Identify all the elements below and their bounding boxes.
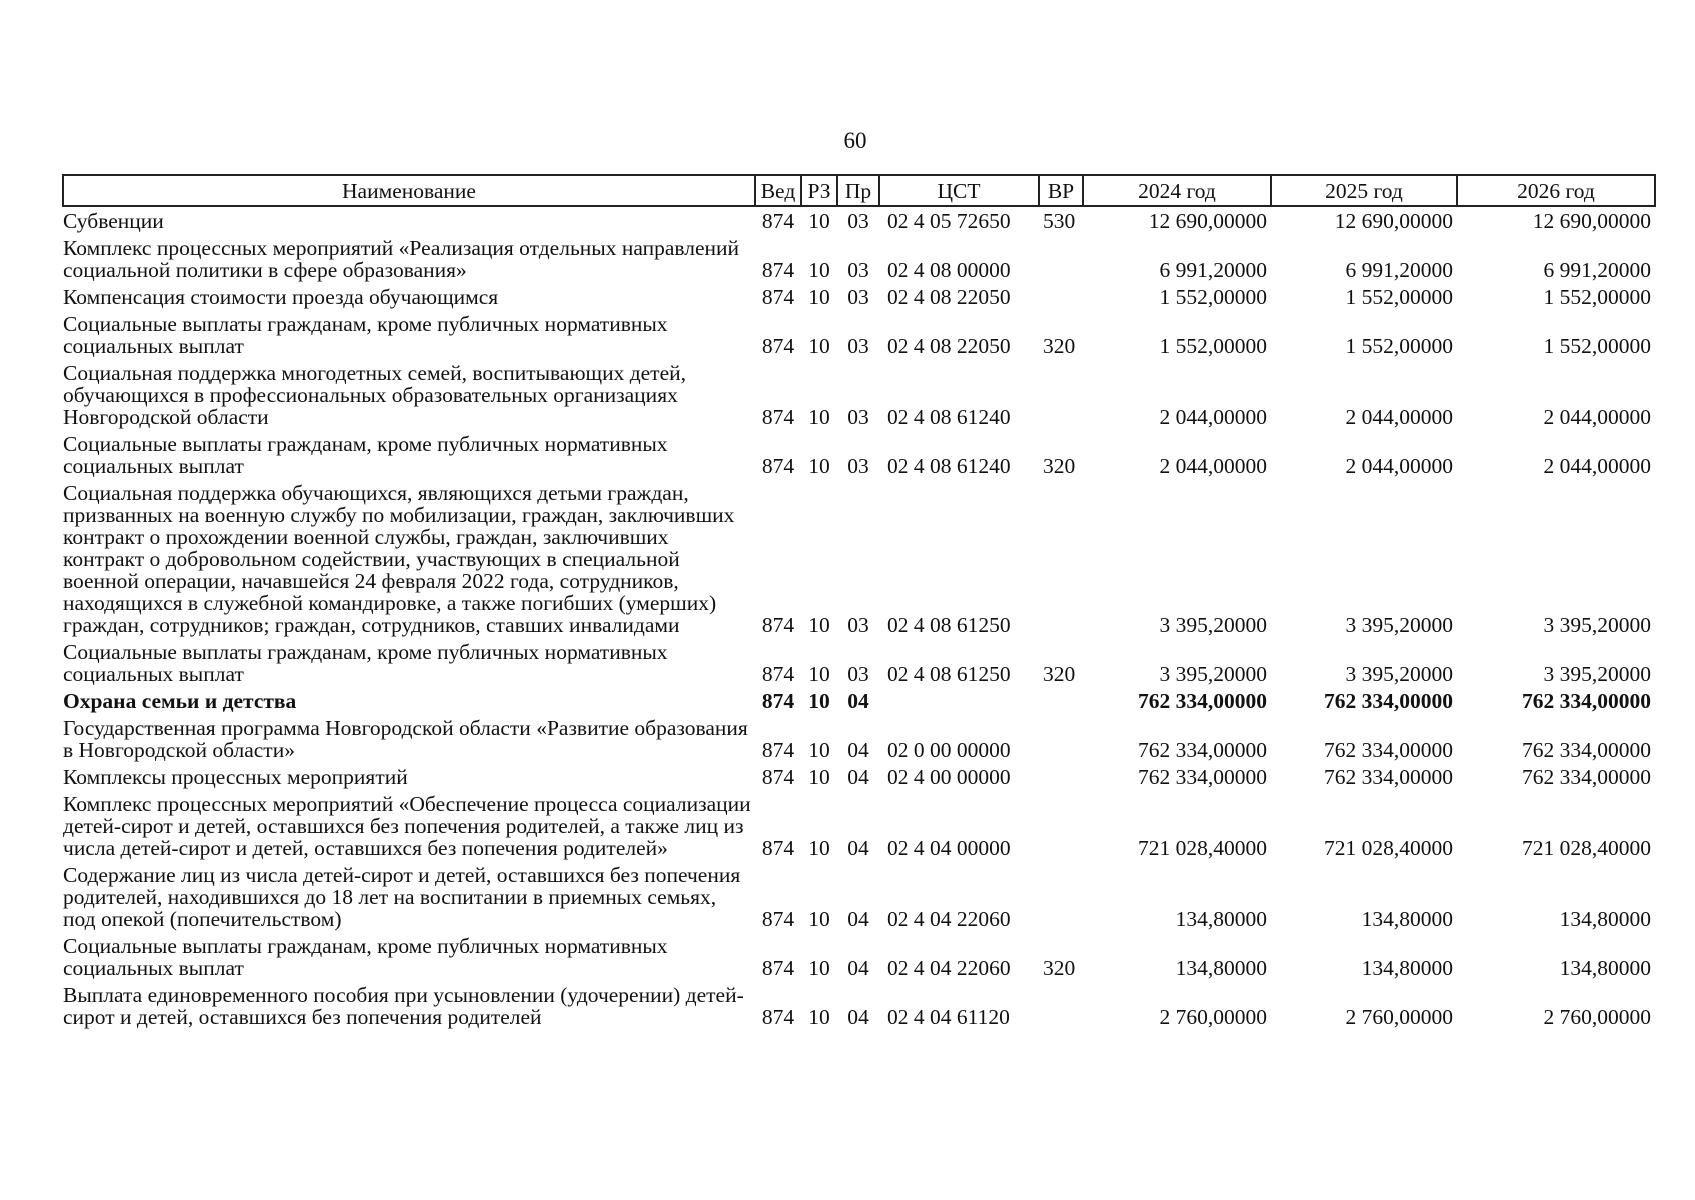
header-2025: 2025 год — [1271, 175, 1457, 206]
row-2024: 3 395,20000 — [1159, 613, 1267, 637]
row-ved: 874 — [761, 209, 795, 233]
row-pr: 03 — [847, 454, 869, 478]
row-ved: 874 — [761, 405, 795, 429]
row-2026: 2 044,00000 — [1543, 405, 1651, 429]
row-rz: 10 — [808, 334, 830, 358]
table-row — [63, 861, 1655, 932]
row-2024: 12 690,00000 — [1148, 209, 1267, 233]
header-2024: 2024 год — [1083, 175, 1271, 206]
table-body — [63, 206, 1655, 1030]
header-rz: РЗ — [801, 175, 837, 206]
row-2025: 3 395,20000 — [1345, 662, 1453, 686]
row-ved: 874 — [761, 613, 795, 637]
row-name: Комплексы процессных мероприятий — [63, 765, 408, 789]
row-rz: 10 — [808, 258, 830, 282]
table-header-row — [63, 175, 1655, 206]
row-ved: 874 — [761, 258, 795, 282]
row-2026: 12 690,00000 — [1532, 209, 1651, 233]
row-2026: 1 552,00000 — [1543, 334, 1651, 358]
row-name: Социальная поддержка обучающихся, являющихся детьми граждан, призванных на военную службу по мобилизации, граждан, заключивших контракт о прохождении военной службы, граждан, заключивших контракт о добровольном содействии, участвующих в специальной военной операции, начавшейся 24 февраля 2022 года, сотрудников, находящихся в служебной командировке, а также погибших (умерших) граждан, сотрудников; граждан, сотрудников, ставших инвалидами — [63, 481, 735, 637]
row-pr: 04 — [847, 738, 869, 762]
row-vr: 320 — [1043, 662, 1076, 686]
row-ved: 874 — [761, 689, 795, 713]
table-row — [63, 932, 1655, 981]
row-pr: 04 — [847, 689, 869, 713]
row-name: Содержание лиц из числа детей-сирот и детей, оставшихся без попечения родителей, находившихся до 18 лет на воспитании в приемных семьях, под опекой (попечительством) — [63, 863, 741, 931]
row-2025: 2 760,00000 — [1345, 1005, 1453, 1029]
row-pr: 03 — [847, 662, 869, 686]
row-vr: 320 — [1043, 956, 1076, 980]
row-cst: 02 4 08 61250 — [887, 613, 1011, 637]
table-row — [63, 359, 1655, 430]
row-name: Охрана семьи и детства — [63, 689, 297, 713]
row-2026: 762 334,00000 — [1522, 689, 1651, 713]
row-name: Социальные выплаты гражданам, кроме публичных нормативных социальных выплат — [63, 934, 668, 980]
row-2024: 6 991,20000 — [1159, 258, 1267, 282]
row-vr — [1039, 790, 1083, 861]
row-2024: 721 028,40000 — [1138, 836, 1267, 860]
row-pr: 04 — [847, 956, 869, 980]
row-2026: 6 991,20000 — [1543, 258, 1651, 282]
row-2024: 1 552,00000 — [1159, 334, 1267, 358]
row-ved: 874 — [761, 662, 795, 686]
row-name: Комплекс процессных мероприятий «Обеспечение процесса социализации детей-сирот и детей, оставшихся без попечения родителей, а также лиц из числа детей-сирот и детей, оставшихся без попечения родителей» — [63, 792, 751, 860]
row-ved: 874 — [761, 285, 795, 309]
row-pr: 03 — [847, 209, 869, 233]
row-rz: 10 — [808, 1005, 830, 1029]
row-name: Государственная программа Новгородской области «Развитие образования в Новгородской области» — [63, 716, 748, 762]
row-vr — [1039, 359, 1083, 430]
row-ved: 874 — [761, 956, 795, 980]
row-2025: 762 334,00000 — [1324, 689, 1453, 713]
row-rz: 10 — [808, 209, 830, 233]
row-ved: 874 — [761, 907, 795, 931]
row-ved: 874 — [761, 1005, 795, 1029]
row-pr: 03 — [847, 258, 869, 282]
row-pr: 03 — [847, 285, 869, 309]
row-rz: 10 — [808, 285, 830, 309]
row-2024: 1 552,00000 — [1159, 285, 1267, 309]
row-rz: 10 — [808, 662, 830, 686]
row-vr — [1039, 981, 1083, 1030]
row-name: Социальная поддержка многодетных семей, воспитывающих детей, обучающихся в профессиональных образовательных организациях Новгородской области — [63, 361, 687, 429]
table-row — [63, 479, 1655, 638]
row-2024: 134,80000 — [1175, 956, 1267, 980]
row-2025: 6 991,20000 — [1345, 258, 1453, 282]
row-2025: 134,80000 — [1361, 956, 1453, 980]
row-rz: 10 — [808, 907, 830, 931]
row-2026: 134,80000 — [1559, 956, 1651, 980]
row-2026: 3 395,20000 — [1543, 613, 1651, 637]
row-pr: 04 — [847, 836, 869, 860]
row-2025: 762 334,00000 — [1324, 738, 1453, 762]
row-vr — [1039, 714, 1083, 763]
row-2025: 12 690,00000 — [1334, 209, 1453, 233]
row-cst: 02 4 04 22060 — [887, 907, 1011, 931]
row-2024: 2 044,00000 — [1159, 454, 1267, 478]
table-row — [63, 206, 1655, 234]
row-cst: 02 4 08 00000 — [887, 258, 1011, 282]
row-ved: 874 — [761, 334, 795, 358]
row-2026: 2 044,00000 — [1543, 454, 1651, 478]
row-ved: 874 — [761, 454, 795, 478]
table-row — [63, 687, 1655, 714]
row-2024: 2 760,00000 — [1159, 1005, 1267, 1029]
row-2026: 3 395,20000 — [1543, 662, 1651, 686]
row-cst: 02 4 08 61240 — [887, 454, 1011, 478]
row-name: Компенсация стоимости проезда обучающимся — [63, 285, 499, 309]
table-row — [63, 981, 1655, 1030]
row-cst: 02 4 08 61250 — [887, 662, 1011, 686]
row-vr — [1039, 861, 1083, 932]
row-2024: 134,80000 — [1175, 907, 1267, 931]
table-row — [63, 430, 1655, 479]
row-cst: 02 4 08 61240 — [887, 405, 1011, 429]
row-name: Комплекс процессных мероприятий «Реализация отдельных направлений социальной политики в сфере образования» — [63, 236, 740, 282]
table-row — [63, 310, 1655, 359]
row-pr: 04 — [847, 765, 869, 789]
row-vr — [1039, 687, 1083, 714]
row-cst: 02 4 04 22060 — [887, 956, 1011, 980]
row-vr — [1039, 479, 1083, 638]
table-row — [63, 714, 1655, 763]
header-vr: ВР — [1039, 175, 1083, 206]
header-cst: ЦСТ — [879, 175, 1039, 206]
row-cst: 02 4 05 72650 — [887, 209, 1011, 233]
header-ved: Вед — [755, 175, 801, 206]
row-pr: 04 — [847, 1005, 869, 1029]
row-rz: 10 — [808, 836, 830, 860]
row-2026: 134,80000 — [1559, 907, 1651, 931]
table-row — [63, 790, 1655, 861]
row-cst: 02 4 08 22050 — [887, 285, 1011, 309]
row-rz: 10 — [808, 405, 830, 429]
row-2025: 2 044,00000 — [1345, 454, 1453, 478]
row-2025: 2 044,00000 — [1345, 405, 1453, 429]
row-cst: 02 4 00 00000 — [887, 765, 1011, 789]
row-2024: 3 395,20000 — [1159, 662, 1267, 686]
row-rz: 10 — [808, 689, 830, 713]
row-cst: 02 0 00 00000 — [887, 738, 1011, 762]
row-rz: 10 — [808, 454, 830, 478]
row-vr — [1039, 234, 1083, 283]
row-2025: 1 552,00000 — [1345, 334, 1453, 358]
row-cst: 02 4 08 22050 — [887, 334, 1011, 358]
row-pr: 03 — [847, 613, 869, 637]
header-2026: 2026 год — [1457, 175, 1655, 206]
row-pr: 03 — [847, 405, 869, 429]
row-2025: 134,80000 — [1361, 907, 1453, 931]
row-2024: 762 334,00000 — [1138, 689, 1267, 713]
row-ved: 874 — [761, 836, 795, 860]
row-2024: 762 334,00000 — [1138, 738, 1267, 762]
row-vr: 320 — [1043, 334, 1076, 358]
row-2026: 762 334,00000 — [1522, 738, 1651, 762]
row-2026: 721 028,40000 — [1522, 836, 1651, 860]
row-2025: 721 028,40000 — [1324, 836, 1453, 860]
row-pr: 03 — [847, 334, 869, 358]
row-cst — [879, 687, 1039, 714]
row-vr — [1039, 763, 1083, 790]
row-name: Социальные выплаты гражданам, кроме публичных нормативных социальных выплат — [63, 640, 668, 686]
row-2026: 2 760,00000 — [1543, 1005, 1651, 1029]
row-2025: 762 334,00000 — [1324, 765, 1453, 789]
row-cst: 02 4 04 61120 — [887, 1005, 1010, 1029]
row-pr: 04 — [847, 907, 869, 931]
row-2026: 762 334,00000 — [1522, 765, 1651, 789]
budget-table — [62, 174, 1656, 1030]
row-name: Социальные выплаты гражданам, кроме публичных нормативных социальных выплат — [63, 432, 668, 478]
row-vr — [1039, 283, 1083, 310]
row-rz: 10 — [808, 738, 830, 762]
row-name: Социальные выплаты гражданам, кроме публичных нормативных социальных выплат — [63, 312, 668, 358]
table-row — [63, 763, 1655, 790]
table-row — [63, 234, 1655, 283]
row-name: Выплата единовременного пособия при усыновлении (удочерении) детей-сирот и детей, оставшихся без попечения родителей — [63, 983, 744, 1029]
row-2025: 1 552,00000 — [1345, 285, 1453, 309]
row-name: Субвенции — [63, 209, 164, 233]
row-vr: 320 — [1043, 454, 1076, 478]
row-rz: 10 — [808, 956, 830, 980]
header-name: Наименование — [63, 175, 755, 206]
row-cst: 02 4 04 00000 — [887, 836, 1011, 860]
row-ved: 874 — [761, 765, 795, 789]
page-number: 60 — [843, 128, 867, 153]
row-rz: 10 — [808, 765, 830, 789]
row-2024: 2 044,00000 — [1159, 405, 1267, 429]
row-ved: 874 — [761, 738, 795, 762]
table-row — [63, 283, 1655, 310]
row-vr: 530 — [1043, 209, 1076, 233]
row-2025: 3 395,20000 — [1345, 613, 1453, 637]
row-2026: 1 552,00000 — [1543, 285, 1651, 309]
row-rz: 10 — [808, 613, 830, 637]
table-row — [63, 638, 1655, 687]
row-2024: 762 334,00000 — [1138, 765, 1267, 789]
header-pr: Пр — [837, 175, 879, 206]
